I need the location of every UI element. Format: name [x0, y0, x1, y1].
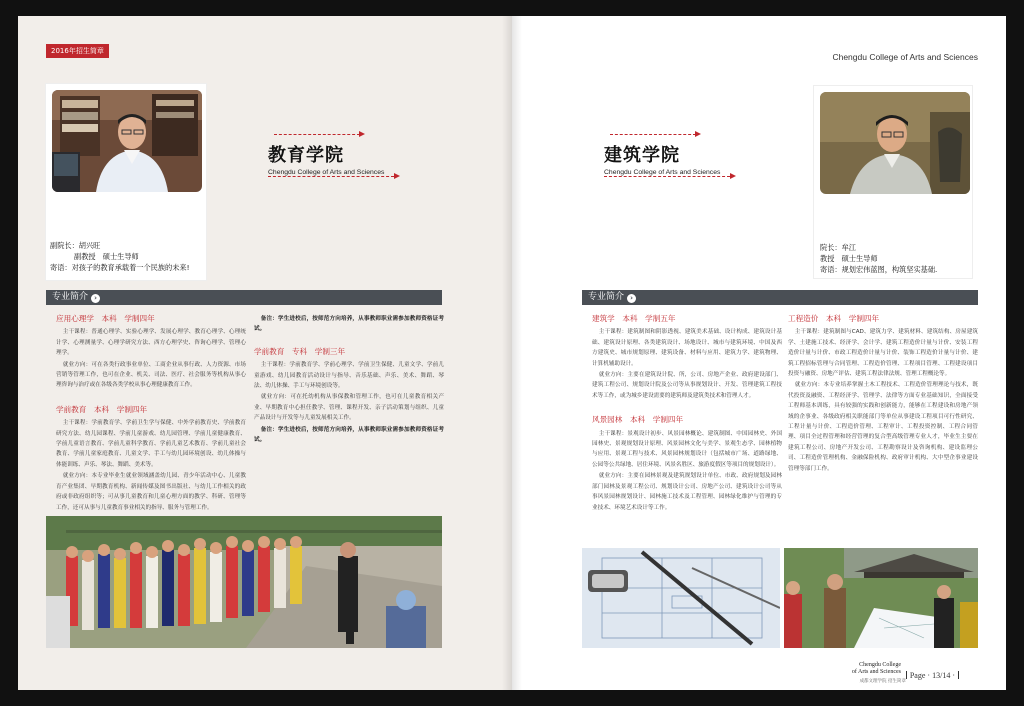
dean-card-left — [46, 84, 206, 280]
major-heading: 建筑学 本科 学制五年 — [592, 314, 676, 323]
title-divider-top-right — [610, 134, 696, 135]
major-courses: 主干课程：普通心理学、实验心理学、发展心理学、教育心理学、心理统计学、心理测量学、心理学研究方法、西方心理学史、咨询心理学、管理心理学。 — [56, 329, 246, 357]
year-tag: 2016年招生简章 — [46, 44, 109, 58]
dean-title-left: 副教授 硕士生导师 — [74, 252, 139, 261]
footer-subtitle: 成都文理学院 招生简章 — [859, 679, 906, 684]
page-numbers: 13/14 — [932, 671, 951, 680]
dean-photo-left — [52, 90, 202, 192]
page-title-right: 建筑学院 — [604, 145, 680, 166]
major-career: 就业方向：主要在建筑设计院、所，公司、房地产企业、政府建设部门、建筑工程公司、规划设计院及公司等从事规划设计、开发、管理建筑工程技术等工作，或为城乡建设需要的建筑师及建筑类技术和管理人才。 — [592, 372, 782, 399]
major-career: 就业方向：本专业毕业生就业领域涵盖幼儿园、青少年活动中心、儿童教育产业集团、早期教育机构、新闻传媒及图书出版社、与幼儿工作相关的政府或非政府组织等；可从事儿童教育和儿童心理方面的教学、科研、管理等工作，还可从事与儿童教育事业相关的指导、服务与管理工作。 — [56, 473, 246, 511]
arrow-circle-icon: › — [91, 294, 100, 303]
students-performance-photo — [46, 516, 442, 648]
footer-logo-line2: of Arts and Sciences — [851, 669, 901, 675]
arrow-icon — [730, 173, 736, 179]
dean-card-right — [814, 86, 972, 278]
arrow-circle-icon: › — [627, 294, 636, 303]
major-heading: 学前教育 专科 学制三年 — [254, 346, 346, 356]
page-subtitle-left: Chengdu College of Arts and Sciences — [268, 169, 385, 176]
outdoor-class-photo — [784, 548, 978, 648]
dean-caption-left — [50, 240, 189, 273]
major-career: 就业方向：可在各类行政事业单位、工商企业从事行政、人力资源、市场营销等管理工作，也可在企业、机关、司法、医疗、社会服务等机构从事心理咨询与治疗或在各级各类学校从事心理健康教育工作。 — [56, 361, 246, 389]
major-note: 备注：学生进校后，按师范方向培养，从事教师职业需参加教师资格证考试。 — [254, 426, 444, 444]
title-divider-top-left — [274, 134, 360, 135]
major-career: 就业方向：可在托幼机构从事保教和管理工作，也可在儿童教育相关产业、早期教育中心担任教学、管理、课程开发、亲子活动策划与组织、儿童产品设计与开发等与儿童发展相关工作。 — [254, 394, 444, 422]
spread-gutter — [502, 16, 522, 690]
major-column-left-1 — [56, 314, 246, 514]
header-college-name: Chengdu College of Arts and Sciences — [832, 52, 978, 62]
page-number: Page · 13/14 · — [903, 671, 962, 680]
major-courses: 主干课程：景观设计初步、风景园林概论、建筑制图、中国园林史、外国园林史、景观规划设计原理、风景园林文化与美学、景观生态学、园林植物与应用、景观工程与技术、风景园林规划设计（包括城市广场、道路绿地、公园等公共绿地、居住环境、风景名胜区、旅游度假区等项目的规划设计）。 — [592, 430, 782, 468]
major-column-left-2 — [254, 314, 444, 446]
major-note: 备注：学生进校后，按师范方向培养，从事教师职业需参加教师资格证考试。 — [254, 316, 444, 333]
section-header-left — [46, 290, 442, 305]
page-title-left: 教育学院 — [268, 145, 344, 166]
arrow-icon — [394, 173, 400, 179]
section-label-right: 专业简介 — [588, 292, 625, 302]
major-career: 就业方向：本专业培养掌握土木工程技术、工程造价管理理论与技术，既代投资及融资、工程经济学、管理学、法律等方面专业基础知识，全面接受工程师基本训练，具有较强的实践和创新能力，能够在工程建设和房地产领域的企事业、各级政府相关职能部门等单位从事建设工程项目可行性研究、工程计量与计价、工程造价管理、工程审计、工程投资控制、工程合同管理、项目全过程管理和经营管理的复合型高级管理专业人才，毕业生主要在建筑工程公司、房地产开发公司、工程勘察设计及咨询机构、建设监理公司、工程造价管理机构、金融保险机构、政府审计机构、大中型企事业建设管理等部门工作。 — [788, 382, 978, 472]
major-column-right-1 — [592, 314, 782, 514]
major-courses: 主干课程：建筑制图与CAD、建筑力学、建筑材料、建筑结构、房屋建筑学、土建施工技术、经济学、会计学、建筑工程造价计量与计价、安装工程造价计量与计价、市政工程造价计量与计价、装饰工程造价计量与计价、建筑工程招标管理与合同管理、工程造价管理、工程项目管理、工程建设项目投资与融资、房地产评估、建筑工程法律法规、管理工程概论等。 — [788, 329, 978, 378]
title-block-left — [268, 141, 384, 176]
major-courses: 主干课程：学前教育学、学前卫生学与保健、中外学前教育史、学前教育研究方法、幼儿园课程、学前儿童游戏、幼儿园管理、学前儿童健康教育、学前儿童语言教育、学前儿童科学教育、学前儿童艺术教育、学前儿童社会教育、学前儿童家庭教育、儿童文学、手工与幼儿园环境创设、幼儿体操与体能训练、声乐、琴法、舞蹈、美术等。 — [56, 420, 246, 468]
left-page — [18, 16, 512, 690]
dean-caption-right — [820, 242, 937, 275]
footer-logo-line1: Chengdu College — [859, 662, 901, 668]
major-heading: 学前教育 本科 学制四年 — [56, 404, 148, 414]
major-career: 就业方向：主要在园林景观及建筑规划设计单位、市政、政府规划及园林部门园林及景观工程公司、规划设计公司、房地产公司、建筑设计公司等从事风景园林规划设计、园林施工技术及工程管理、园林绿化维护与管理的专业技术、环境艺术设计等工作。 — [592, 473, 782, 511]
major-heading: 应用心理学 本科 学制四年 — [56, 314, 155, 323]
dean-name-right: 院长：牟江 — [820, 243, 856, 252]
dean-photo-right — [820, 92, 970, 194]
arrow-icon — [359, 131, 365, 137]
dean-title-right: 教授 硕士生导师 — [820, 254, 878, 263]
right-page — [512, 16, 1006, 690]
major-column-right-2 — [788, 314, 978, 475]
section-header-right — [582, 290, 978, 305]
major-heading: 风景园林 本科 学制四年 — [592, 415, 684, 425]
page-subtitle-right: Chengdu College of Arts and Sciences — [604, 169, 721, 176]
blueprint-photo — [582, 548, 780, 648]
section-label-left: 专业简介 — [52, 292, 89, 302]
major-courses: 主干课程：建筑制图和阴影透视、建筑美术基础、设计构成、建筑设计基础、建筑设计原理、各类建筑设计、场地设计、城市与建筑环境、中国及西方建筑史、城市规划原理、建筑设备、材料与应用、建筑力学、建筑物理、计算机辅助设计。 — [592, 329, 782, 367]
title-block-right — [604, 141, 720, 176]
major-heading: 工程造价 本科 学制四年 — [788, 314, 880, 323]
brochure-spread — [18, 16, 1006, 690]
footer-logo — [852, 662, 901, 676]
title-divider-bottom-left — [268, 176, 394, 177]
major-courses: 主干课程：学前教育学、学前心理学、学前卫生保健、儿童文学、学前儿童游戏、幼儿园教育活动设计与指导、音乐基础、声乐、美术、舞蹈、琴法、幼儿体操、手工与环境创设等。 — [254, 362, 444, 390]
dean-motto-left: 寄语：对孩子的教育承载着一个民族的未来! — [50, 263, 190, 272]
arrow-icon — [695, 131, 701, 137]
title-divider-bottom-right — [604, 176, 730, 177]
dean-motto-right: 寄语：规划宏伟蓝图，构筑坚实基础. — [820, 265, 938, 274]
dean-name-left: 副院长：胡兴旺 — [50, 241, 101, 250]
page-label: Page — [909, 671, 926, 680]
